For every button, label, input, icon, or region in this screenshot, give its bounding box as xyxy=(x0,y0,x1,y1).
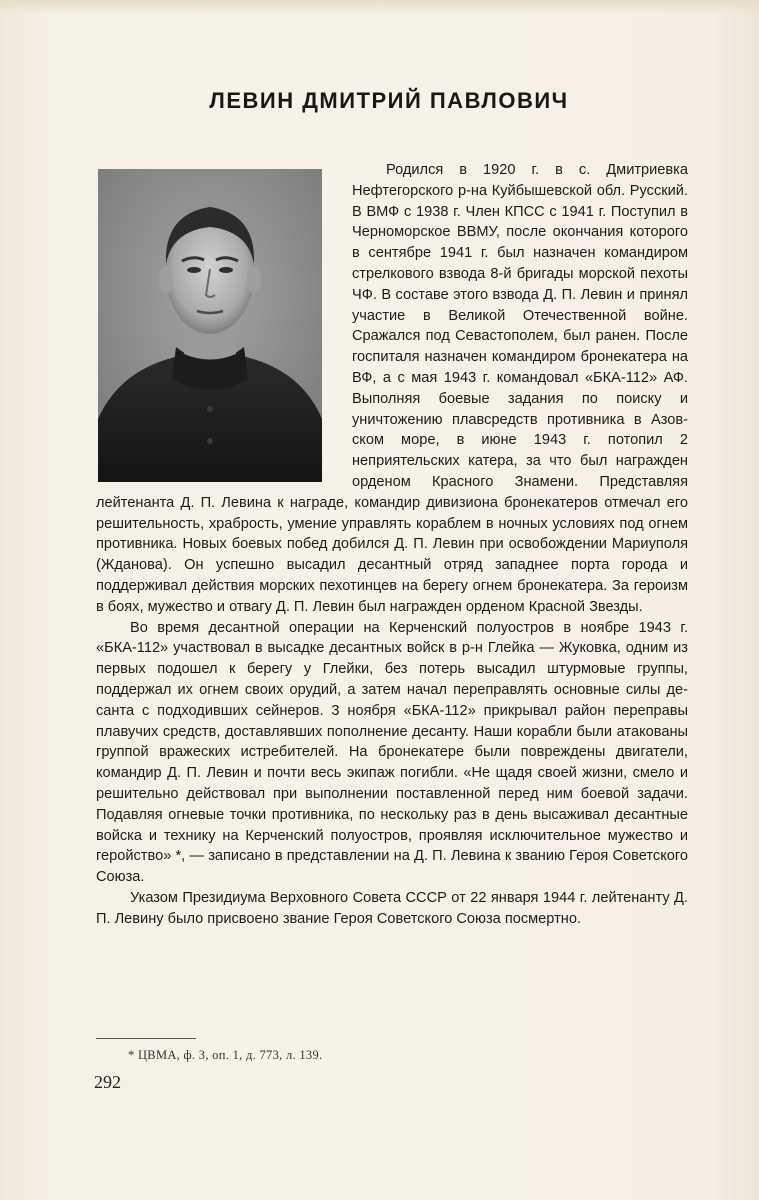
footnote: * ЦВМА, ф. 3, оп. 1, д. 773, л. 139. xyxy=(128,1048,323,1062)
paragraph-1: Родился в 1920 г. в с. Дмитриевка Нефтегорского р-на Куйбышевской обл. Русский. В ВМФ с 1938 г. Член КПСС с 1941 г. Поступил в Черноморское ВВМУ, после окончания которого в сентябре 1941 г. был назначен командиром стрелкового взвода 8-й бригады морской пехоты ЧФ. В составе этого взвода Д. П. Левин и принял участие в Великой Отечественной войне. Сражался под Севастополем, был ранен. После госпиталя назначен командиром бронекатера на ВФ, а с мая 1943 г. командовал «БКА-112» АФ. Выполняя боевые задания по поиску и уничтожению плавсредств противника в Азовском море, в июне 1943 г. потопил 2 неприятельских катера, за что был награжден орденом Красного Знамени. Представляя лейтенанта Д. П. Левина к награде, командир дивизиона бронекатеров отмечал его решительность, храбрость, умение управлять кораблем в ночных условиях под огнем противника. Новых боевых побед добился Д. П. Левин при освобождении Мариуполя (Жданова). Он успешно высадил десантный отряд западнее порта города и поддерживал действия морских пехотинцев на берегу огнем бронекатера. За героизм в боях, мужество и отвагу Д. П. Левин был награжден орденом Красной Звезды. xyxy=(96,162,688,615)
page-edge-shadow xyxy=(0,0,759,14)
biography-text xyxy=(96,160,688,929)
page-heading: ЛЕВИН ДМИТРИЙ ПАВЛОВИЧ xyxy=(209,88,569,113)
page-number: 292 xyxy=(94,1072,121,1092)
paragraph-3: Указом Президиума Верховного Совета СССР от 22 января 1944 г. лейтенанту Д. П. Левину было присвоено звание Героя Советского Союза посмертно. xyxy=(96,889,688,927)
paragraph-2: Во время десантной операции на Керченский полуостров в ноябре 1943 г. «БКА-112» участвовал в высадке десантных войск в р-н Глейка — Жуковка, одним из первых подошел к берегу у Глейки, без потерь высадил штурмовые группы, поддержал их огнем своих орудий, а затем начал переправлять основные силы десанта с подходивших сейнеров. 3 ноября «БКА-112» прикрывал район переправы плавучих средств, доставлявших пополнение десанту. Наши корабли были атакованы группой вражеских истребителей. На бронекатере были повреждены двигатели, командир Д. П. Левин и почти весь экипаж погибли. «Не щадя своей жизни, смело и решительно действовал при выполнении поставленной перед ним боевой задачи. Подавляя огневые точки противника, по нескольку раз в день высаживал десантные войска и технику на Керченский полуостров, проявляя исключительное мужество и геройство» *, — записано в представлении на Д. П. Левина к званию Героя Советского Союза. xyxy=(96,619,688,886)
footnote-divider xyxy=(96,1038,196,1039)
portrait-photo xyxy=(98,169,322,482)
